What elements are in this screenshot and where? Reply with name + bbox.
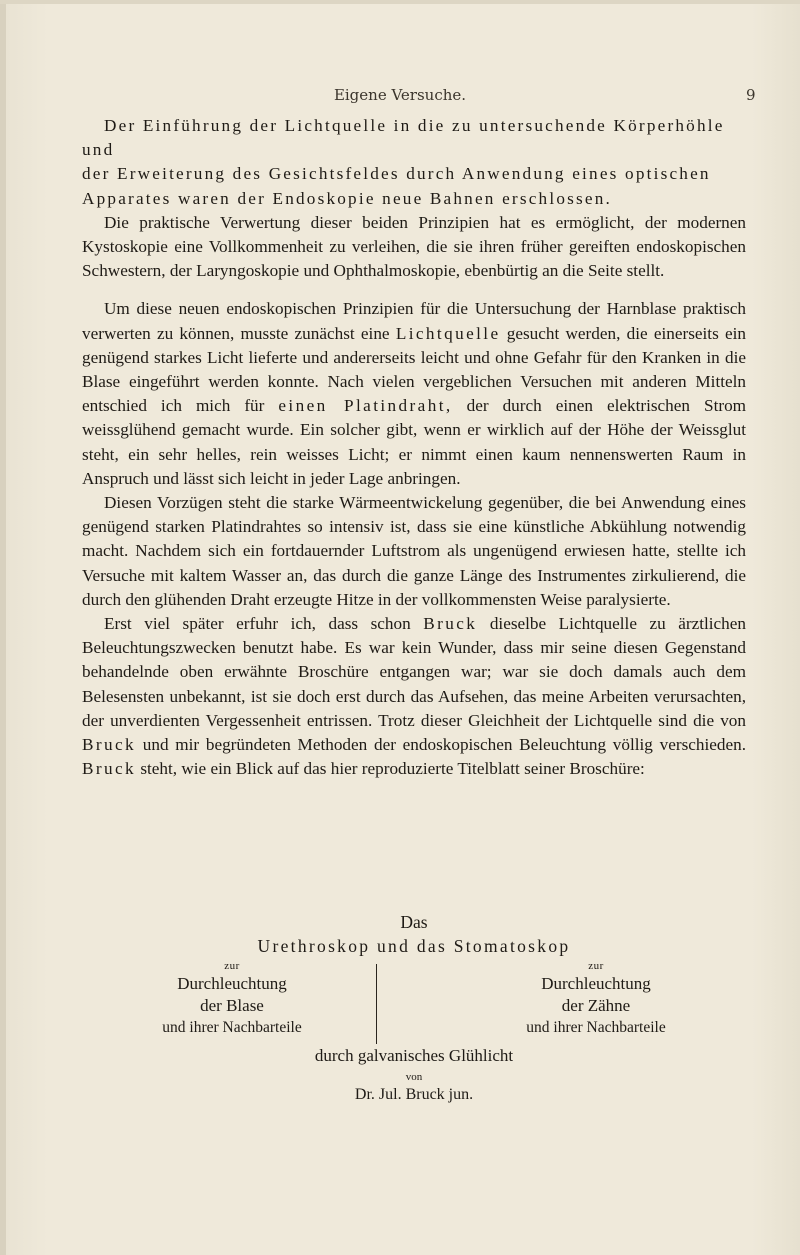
- paragraph-bruck: [82, 612, 746, 781]
- running-title: Eigene Versuche.: [333, 86, 467, 104]
- right-durchleuchtung: Durchleuchtung: [541, 974, 651, 993]
- p4-text-a: Erst viel später erfuhr ich, dass schon: [104, 614, 411, 634]
- title-durch: durch galvanisches Glühlicht: [314, 1046, 514, 1065]
- title-column-left: [82, 960, 382, 1039]
- paragraph-waermeentwickelung: Diesen Vorzügen steht die starke Wärmeentwickelung gegenüber, die bei Anwendung eines genügend starken Platindrahtes so intensiv ist, dass sie eine künstliche Abkühlung notwendig macht. Nachdem sich ein fortdauernder Luftstrom als ungenügend erwiesen hatte, stellte ich Versuche mit kaltem Wasser an, das durch die ganze Länge des Instrumentes zirkulierend, die durch den glühenden Draht erzeugte Hitze in der vollkommensten Weise paralysierte.: [82, 493, 746, 609]
- body-text: [82, 114, 746, 781]
- title-author: Dr. Jul. Bruck jun.: [354, 1086, 474, 1103]
- p4-text-g: steht, wie ein Blick auf das hier reproduzierte Titelblatt seiner Broschüre:: [140, 759, 645, 779]
- title-main: Urethroskop und das Stomatoskop: [257, 936, 571, 956]
- right-zur: zur: [588, 960, 604, 972]
- p4-text-c: dieselbe Lichtquelle zu ärztlichen Beleuchtungszwecken benutzt habe. Es war kein Wunder, dass mir seine diesen Gegenstand behandelnde oben erwähnte Broschüre entgangen war; war sie doch damals auch dem Belesensten unbekannt, ist sie doch erst durch das Aufsehen, das meine Arbeiten verursachten, der unverdienten Vergessenheit entrissen. Trotz dieser Gleichheit der Lichtquelle sind die von: [82, 614, 747, 730]
- name-bruck-1: Bruck: [423, 614, 478, 634]
- reproduced-title-page: [82, 910, 746, 1106]
- left-nachbarteile: und ihrer Nachbarteile: [162, 1019, 302, 1036]
- running-head: [0, 86, 800, 108]
- term-platindraht: einen Platindraht,: [278, 396, 453, 416]
- term-lichtquelle: Lichtquelle: [395, 323, 501, 343]
- page-top-edge: [0, 0, 800, 4]
- page-number: 9: [746, 86, 756, 104]
- right-nachbarteile: und ihrer Nachbarteile: [526, 1019, 666, 1036]
- paragraph-lichtquelle: [82, 297, 746, 491]
- paragraph-praktische-verwertung: Die praktische Verwertung dieser beiden Prinzipien hat es ermöglicht, der modernen Kystoskopie eine Vollkommenheit zu verleihen, die sie ihren früher gereiften endoskopischen Schwestern, der Laryngoskopie und Ophthalmoskopie, ebenbürtig an die Seite stellt.: [82, 212, 746, 281]
- p2-text-c: gesucht werden, die einerseits ein genügend starkes Licht lieferte und andererseits leicht und ohne Gefahr für den Kranken in die Blase eingeführt werden konnte. Nach vielen vergeblichen Versuchen mit anderen Mitteln entschied ich mich für: [82, 323, 746, 416]
- title-column-right: [446, 960, 746, 1039]
- name-bruck-3: Bruck: [82, 759, 137, 779]
- title-von: von: [405, 1071, 423, 1083]
- left-durchleuchtung: Durchleuchtung: [177, 974, 287, 993]
- left-der-blase: der Blase: [200, 996, 264, 1015]
- p2-text-e: der durch einen elektrischen Strom weissglühend gemacht wurde. Ein solcher gibt, wenn er wirklich auf der Höhe der Weissglut steht, ein sehr helles, rein weisses Licht; er nimmt einen kaum nennenswerten Raum in Anspruch und lässt sich leicht in jeder Lage anbringen.: [82, 396, 747, 488]
- title-columns: [82, 960, 746, 1044]
- column-divider: [376, 964, 377, 1044]
- left-zur: zur: [224, 960, 240, 972]
- intro-line-2: der Erweiterung des Gesichtsfeldes durch Anwendung eines optischen Apparates waren der Endoskopie neue Bahnen erschlossen.: [82, 164, 711, 208]
- page-edge-shadow: [0, 0, 6, 1255]
- intro-line-1: Der Einführung der Lichtquelle in die zu untersuchende Körperhöhle und: [82, 116, 725, 160]
- p4-text-e: und mir begründeten Methoden der endoskopischen Beleuchtung völlig verschieden.: [142, 735, 746, 755]
- title-das: Das: [400, 912, 428, 932]
- right-der-zaehne: der Zähne: [561, 996, 631, 1015]
- p2-text-a: Um diese neuen endoskopischen Prinzipien für die Untersuchung der Harnblase praktisch verwerten zu können, musste zunächst eine: [82, 299, 746, 343]
- name-bruck-2: Bruck: [82, 735, 137, 755]
